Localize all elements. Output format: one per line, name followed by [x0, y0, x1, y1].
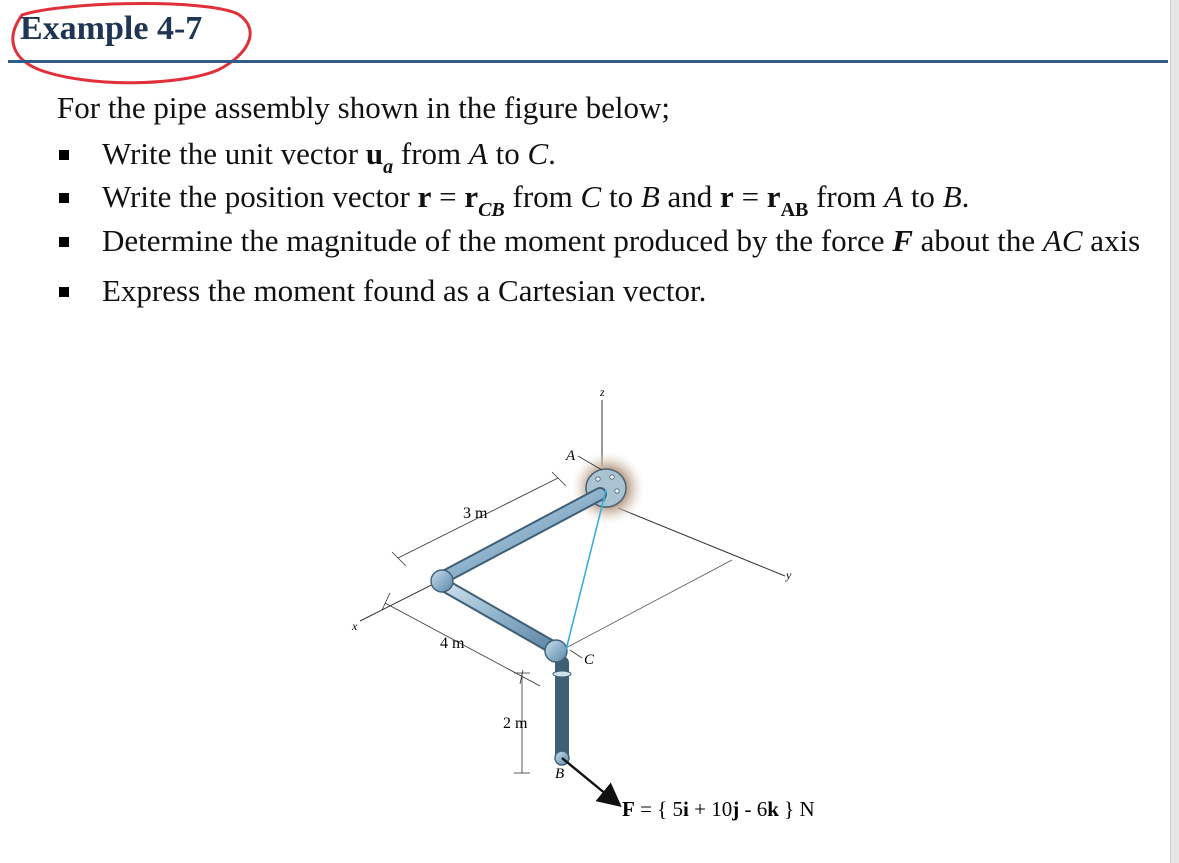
title-divider — [8, 60, 1168, 63]
y-axis-line — [618, 508, 785, 576]
axis-label-y: y — [786, 568, 792, 582]
axis-label-x: x — [352, 619, 358, 633]
force-label: F = { 5i + 10j - 6k } N — [622, 797, 815, 821]
pipe-coupling — [553, 671, 571, 677]
pipe-elbows — [431, 570, 569, 765]
point-label-C: C — [584, 652, 595, 668]
point-label-A: A — [566, 448, 576, 464]
task-item-unit-vector: Write the unit vector $u_a$ from A to C. — [57, 136, 1157, 172]
scrollbar-track[interactable] — [1170, 0, 1179, 863]
task-list — [57, 136, 1157, 316]
point-label-B: B — [555, 766, 565, 782]
task-item-moment-magnitude: Determine the magnitude of the moment produced by the force F about the AC axis — [57, 223, 1157, 259]
slide-title: Example 4-7 — [20, 10, 203, 47]
pipe-assembly-figure — [330, 378, 870, 838]
force-arrow — [562, 758, 618, 804]
dimension-label-4m: 4 m — [440, 635, 465, 652]
task-item-cartesian-vector: Express the moment found as a Cartesian vector. — [57, 273, 1157, 309]
intro-text: For the pipe assembly shown in the figure below; — [57, 90, 671, 125]
leader-C — [570, 650, 582, 658]
dimension-label-3m: 3 m — [463, 505, 488, 522]
dimension-label-2m: 2 m — [503, 715, 528, 732]
axis-label-z: z — [600, 385, 605, 399]
task-item-position-vectors: Write the position vector $r = r_{CB}$ from C to B and $r = r_{AB}$ from A to B. — [57, 179, 1157, 215]
